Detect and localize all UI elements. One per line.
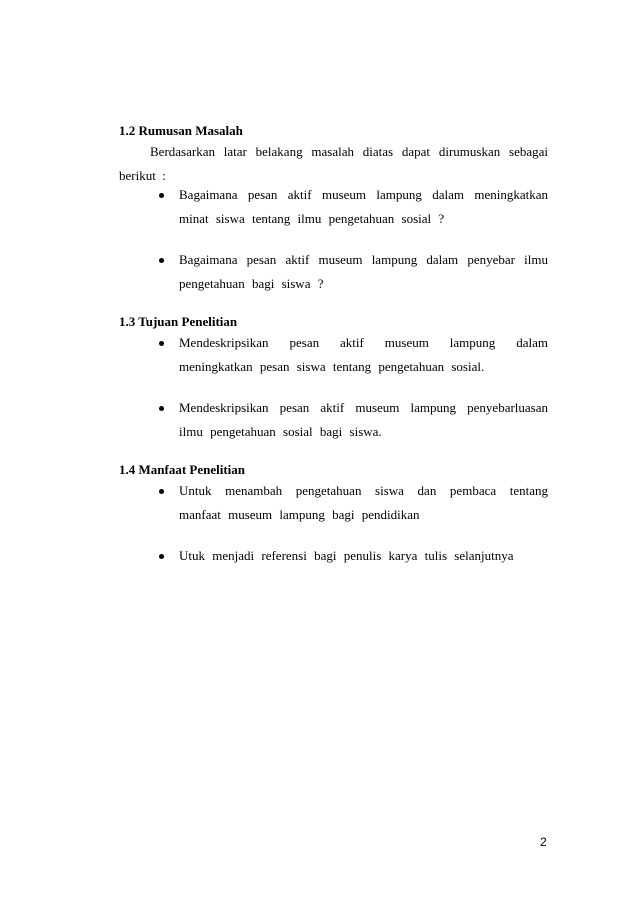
list-item-text: Mendeskripsikan pesan aktif museum lampung penyebarluasan ilmu pengetahuan sosial bagi siswa. <box>179 400 548 439</box>
bullet-icon <box>159 193 164 198</box>
list-item-text: Utuk menjadi referensi bagi penulis karya tulis selanjutnya <box>179 548 514 563</box>
section-heading-tujuan-penelitian: 1.3 Tujuan Penelitian <box>119 314 238 329</box>
list-item <box>150 396 548 444</box>
section-intro-paragraph: Berdasarkan latar belakang masalah diatas dapat dirumuskan sebagai berikut : <box>119 144 548 183</box>
list-item <box>150 479 548 527</box>
rumusan-masalah-list <box>150 183 548 296</box>
section-heading-manfaat-penelitian: 1.4 Manfaat Penelitian <box>119 462 246 477</box>
page-number: 2 <box>540 835 547 849</box>
section-heading-rumusan-masalah: 1.2 Rumusan Masalah <box>119 123 243 138</box>
list-item-text: Bagaimana pesan aktif museum lampung dalam meningkatkan minat siswa tentang ilmu pengetahuan sosial ? <box>179 187 548 226</box>
list-item <box>150 331 548 379</box>
bullet-icon <box>159 406 164 411</box>
bullet-icon <box>159 554 164 559</box>
list-item-text: Bagaimana pesan aktif museum lampung dalam penyebar ilmu pengetahuan bagi siswa ? <box>179 252 548 291</box>
list-item-text: Mendeskripsikan pesan aktif museum lampung dalam meningkatkan pesan siswa tentang pengetahuan sosial. <box>179 335 548 374</box>
list-item <box>150 544 548 568</box>
bullet-icon <box>159 341 164 346</box>
tujuan-penelitian-list <box>150 331 548 444</box>
list-item <box>150 248 548 296</box>
manfaat-penelitian-list <box>150 479 548 568</box>
bullet-icon <box>159 258 164 263</box>
list-item <box>150 183 548 231</box>
bullet-icon <box>159 489 164 494</box>
list-item-text: Untuk menambah pengetahuan siswa dan pembaca tentang manfaat museum lampung bagi pendidikan <box>179 483 548 522</box>
